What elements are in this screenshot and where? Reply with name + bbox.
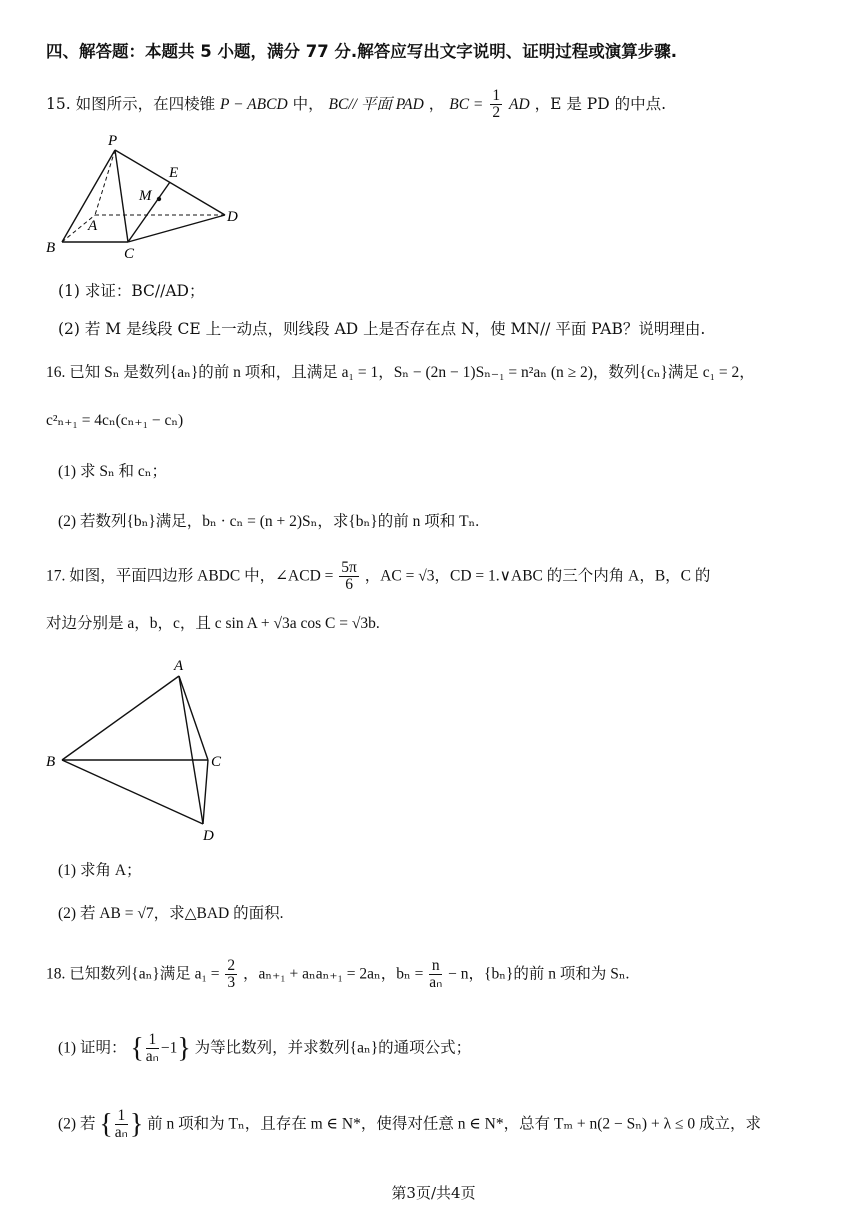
- label-B: B: [46, 754, 56, 770]
- q17-part2: (2) 若 AB = √7，求△BAD 的面积.: [58, 905, 284, 922]
- q18-bn-fraction: $\frac{n}{\text{aₙ}}$: [429, 957, 443, 992]
- q15-number: 15.: [46, 94, 71, 113]
- label-C: C: [124, 246, 135, 262]
- q18-part1: (1) 证明： { $\frac{1}{\text{aₙ}}$ −1} 为等比数列，并求数列{aₙ}的通项公式；: [58, 1031, 472, 1066]
- label-P: P: [108, 133, 118, 149]
- q18-part2: (2) 若 { $\frac{1}{\text{aₙ}}$ } 前 n 项和为 Tₙ，且存在 m ∈ N*，使得对任意 n ∈ N*，总有 Tₘ + n(2 − Sₙ) + λ ≤ 0 成立，求: [58, 1107, 761, 1142]
- label-E: E: [169, 165, 179, 181]
- q16-stem-line2: c²ₙ₊₁ = 4cₙ(cₙ₊₁ − cₙ): [46, 412, 184, 429]
- q17-stem: 17. 如图，平面四边形 ABDC 中，∠ACD = $\frac{5\pi}{6}$ ，AC = √3，CD = 1.∨ABC 的三个内角 A，B，C 的: [46, 559, 711, 594]
- q17-part1: (1) 求角 A；: [58, 862, 142, 879]
- q17-number: 17.: [46, 567, 66, 585]
- q16-number: 16.: [46, 364, 66, 381]
- label-M: M: [139, 188, 152, 204]
- q18-a1-fraction: $\frac{2}{3}$: [227, 957, 236, 992]
- q18-p2-fraction: $\frac{1}{\text{aₙ}}$: [114, 1107, 128, 1142]
- label-C: C: [211, 754, 222, 770]
- q17-angle-fraction: $\frac{5\pi}{6}$: [341, 559, 357, 594]
- label-A: A: [88, 218, 98, 234]
- page-footer: 第3页/共4页: [391, 1184, 476, 1202]
- q16-part1: (1) 求 Sₙ 和 cₙ；: [58, 463, 167, 480]
- q17-stem-line2: 对边分别是 a，b，c，且 c sin A + √3a cos C = √3b.: [46, 615, 380, 632]
- q18-stem: 18. 已知数列{aₙ}满足 a₁ = $\frac{2}{3}$ ，aₙ₊₁ + aₙaₙ₊₁ = 2aₙ，bₙ = $\frac{n}{\text{aₙ}}$ − n，{bₙ}的前 n 项和为 Sₙ.: [46, 957, 630, 992]
- q16-stem: 16. 已知 Sₙ 是数列{aₙ}的前 n 项和，且满足 a₁ = 1，Sₙ − (2n − 1)Sₙ₋₁ = n²aₙ (n ≥ 2)，数列{cₙ}满足 c₁ = 2，: [46, 364, 755, 381]
- q15-part1: (1) 求证：BC//AD；: [58, 282, 205, 300]
- q16-part2: (2) 若数列{bₙ}满足，bₙ · cₙ = (n + 2)Sₙ，求{bₙ}的前 n 项和 Tₙ.: [58, 513, 480, 530]
- section-heading: 四、解答题：本题共 5 小题，满分 77 分.解答应写出文字说明、证明过程或演算步骤.: [46, 42, 677, 61]
- label-D: D: [227, 209, 238, 225]
- label-D: D: [203, 828, 214, 844]
- label-A: A: [174, 658, 184, 674]
- q15-pyramid-figure: [40, 128, 260, 263]
- q15-stem: 15. 如图所示，在四棱锥 P − ABCD 中， BC// 平面 PAD ， BC = $\frac{1}{2}$ AD ，E 是 PD 的中点.: [46, 87, 667, 122]
- q18-number: 18.: [46, 965, 66, 983]
- label-B: B: [46, 240, 56, 256]
- q18-p1-fraction: $\frac{1}{\text{aₙ}}$: [145, 1031, 159, 1066]
- q17-quadrilateral-figure: [40, 652, 240, 847]
- q15-fraction: $\frac{1}{2}$: [492, 87, 501, 122]
- q15-part2: (2) 若 M 是线段 CE 上一动点，则线段 AD 上是否存在点 N，使 MN// 平面 PAB？说明理由.: [58, 320, 706, 338]
